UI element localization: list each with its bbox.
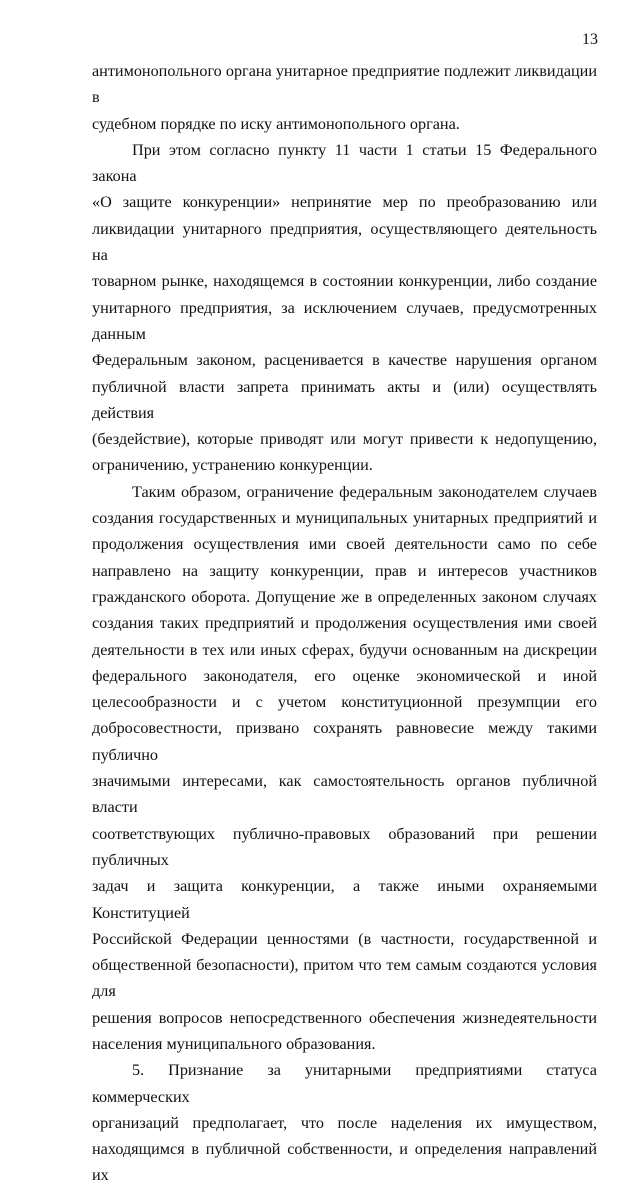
text-line: добросовестности, призвано сохранять равновесие между такими публично (92, 719, 597, 764)
text-line: 5. Признание за унитарными предприятиями статуса коммерческих (92, 1061, 597, 1106)
text-line: Федеральным законом, расценивается в качестве нарушения органом (92, 351, 597, 370)
text-line: публичной власти запрета принимать акты и (или) осуществлять действия (92, 377, 597, 422)
text-line: товарном рынке, находящемся в состоянии конкуренции, либо создание (92, 272, 597, 291)
text-line: гражданского оборота. Допущение же в определенных законом случаях (92, 587, 597, 606)
text-line: антимонопольного органа унитарное предприятие подлежит ликвидации в (92, 62, 597, 107)
text-line: направлено на защиту конкуренции, прав и интересов участников (92, 561, 597, 580)
text-line: судебном порядке по иску антимонопольного органа. (92, 114, 460, 133)
text-line: общественной безопасности), притом что тем самым создаются условия для (92, 956, 597, 1001)
text-line: находящимся в публичной собственности, и определения направлений их (92, 1140, 597, 1185)
text-line: ограничению, устранению конкуренции. (92, 456, 373, 475)
text-line: (бездействие), которые приводят или могут привести к недопущению, (92, 430, 597, 449)
text-line: Российской Федерации ценностями (в частности, государственной и (92, 929, 597, 948)
text-line: задач и защита конкуренции, а также иными охраняемыми Конституцией (92, 877, 597, 922)
text-line: решения вопросов непосредственного обеспечения жизнедеятельности (92, 1008, 597, 1027)
text-line: Таким образом, ограничение федеральным законодателем случаев (132, 482, 597, 501)
text-line: значимыми интересами, как самостоятельность органов публичной власти (92, 772, 597, 817)
text-line: создания государственных и муниципальных унитарных предприятий и (92, 509, 597, 528)
document-body (92, 58, 597, 1189)
text-line: федерального законодателя, его оценке экономической и иной (92, 666, 597, 685)
page-number: 13 (582, 31, 598, 48)
text-line: «О защите конкуренции» непринятие мер по преобразованию или (92, 193, 597, 212)
text-line: создания таких предприятий и продолжения осуществления ими своей (92, 614, 597, 633)
text-line: унитарного предприятия, за исключением случаев, предусмотренных данным (92, 298, 597, 343)
text-line: продолжения осуществления ими своей деятельности само по себе (92, 535, 597, 554)
text-line: деятельности в тех или иных сферах, будучи основанным на дискреции (92, 640, 597, 659)
text-line: При этом согласно пункту 11 части 1 статьи 15 Федерального закона (92, 140, 597, 186)
text-line: населения муниципального образования. (92, 1034, 376, 1053)
text-line: ликвидации унитарного предприятия, осуществляющего деятельность на (92, 219, 597, 265)
text-line: целесообразности и с учетом конституционной презумпции его (92, 693, 597, 712)
text-line: соответствующих публично-правовых образований при решении публичных (92, 824, 597, 869)
text-line: организаций предполагает, что после наделения их имуществом, (92, 1113, 597, 1132)
